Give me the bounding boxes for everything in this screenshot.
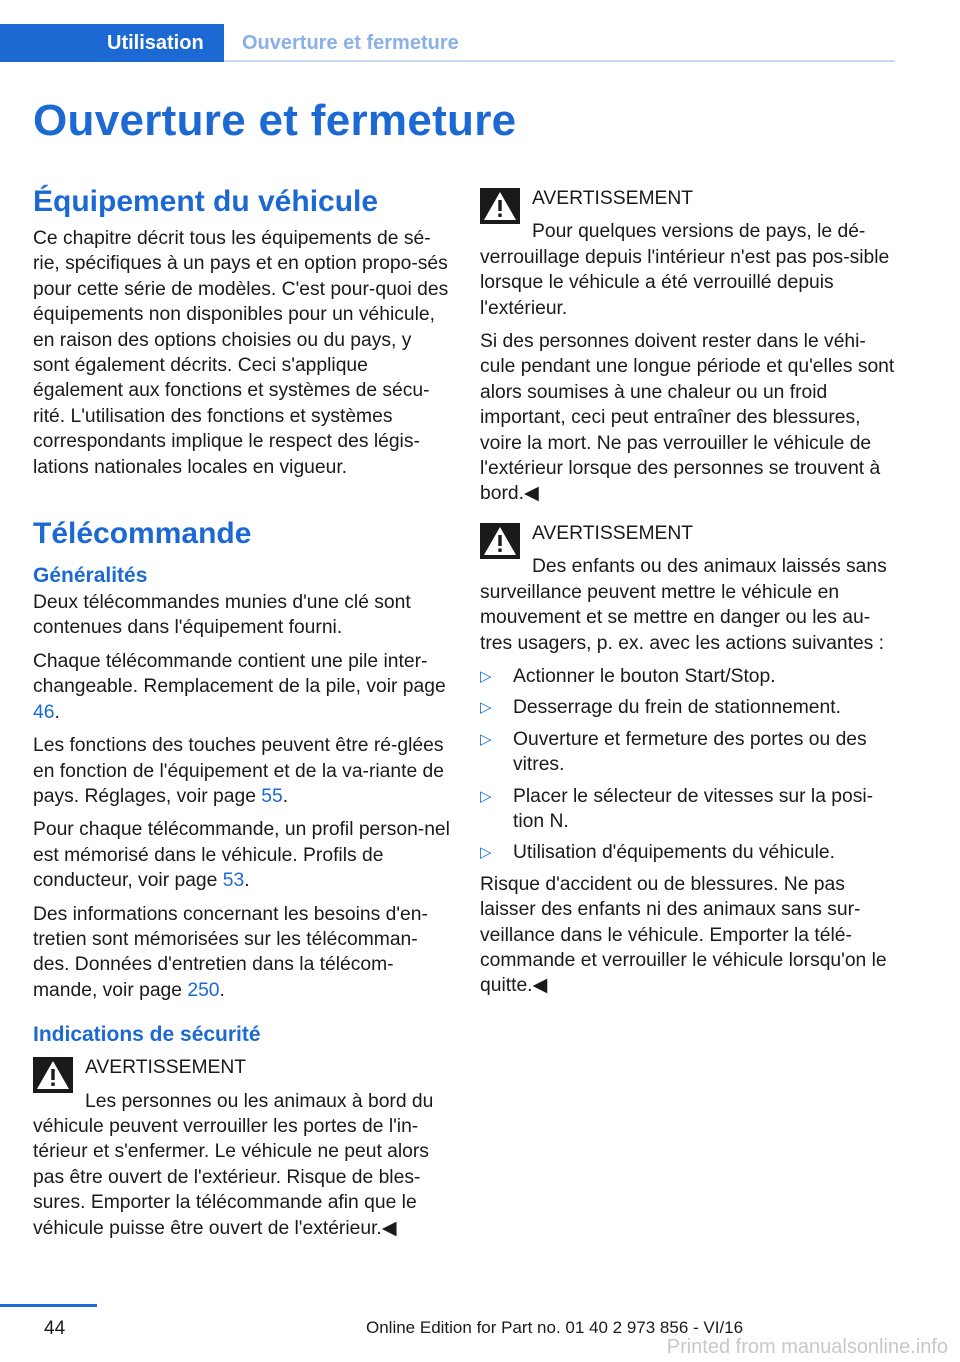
remote-heading: Télécommande xyxy=(33,517,252,551)
battery-text: Chaque télécommande contient une pile inter-changeable. Remplacement de la pile, voir page xyxy=(33,650,446,698)
edition-text: Online Edition for Part no. 01 40 2 973 856 - VI/16 xyxy=(366,1318,744,1337)
page-title: Ouverture et fermeture xyxy=(33,96,517,145)
list-item xyxy=(480,664,898,689)
equipment-heading: Équipement du véhicule xyxy=(33,185,379,218)
general-heading: Généralités xyxy=(33,564,148,588)
right-column xyxy=(480,184,898,1007)
warning-block-3 xyxy=(480,521,898,656)
service-page-link[interactable]: 250 xyxy=(187,979,220,1001)
list-item xyxy=(480,695,898,720)
service-text: Des informations concernant les besoins d'en-tretien sont mémorisées sur les télécomman-des. Données d'entretien dans la télécom-mande, voir page xyxy=(33,903,428,1001)
battery-page-link[interactable]: 46 xyxy=(33,701,55,723)
chapter-tab[interactable]: Ouverture et fermeture xyxy=(242,32,459,54)
profile-text: Pour chaque télécommande, un profil person-nel est mémorisé dans le véhicule. Profils de conducteur, voir page xyxy=(33,819,450,892)
equipment-text: Ce chapitre décrit tous les équipements de sé-rie, spécifiques à un pays et en option propo-sés pour cette série de modèles. C'est pour-quoi des équipements non disponibles pour un véhicule, en raison des options choisies ou du pays, y sont également décrits. Ceci s'applique également aux fonctions et systèmes de sécu-rité. L'utilisation des fonctions et systèmes correspondants implique le respect des légis-lations nationales locales en vigueur. xyxy=(33,228,449,478)
left-column xyxy=(33,184,451,1249)
watermark: Printed from manualsonline.info xyxy=(666,1336,948,1358)
page-number: 44 xyxy=(44,1318,66,1339)
warning-lead: Les personnes ou les animaux à bord du xyxy=(85,1090,434,1112)
list-item xyxy=(480,784,898,835)
general-text: Deux télécommandes munies d'une clé sont contenues dans l'équipement fourni. xyxy=(33,592,411,639)
list-item-text: Actionner le bouton Start/Stop. xyxy=(513,665,776,687)
profile-page-link[interactable]: 53 xyxy=(222,870,245,892)
warning-block-2 xyxy=(480,186,898,507)
list-item-text: Ouverture et fermeture des portes ou des vitres. xyxy=(513,728,867,776)
risk-text: Risque d'accident ou de blessures. Ne pas laisser des enfants ni des animaux sans sur-veillance dans le véhicule. Emporter la télé-commande et verrouiller le véhicule lorsqu'on le quitte.◀ xyxy=(480,873,887,997)
warning-lead: Des enfants ou des animaux laissés sans xyxy=(532,556,887,578)
service-paragraph: Des informations concernant les besoins d'en-tretien sont mémorisées sur les télécomman-des. Données d'entretien dans la télécom-mande, voir page 250. xyxy=(33,903,428,1001)
header-rule xyxy=(224,60,895,62)
warning-lead: Pour quelques versions de pays, le dé- xyxy=(532,221,866,243)
list-item-text: Placer le sélecteur de vitesses sur la posi-tion N. xyxy=(513,785,874,832)
warning-label: AVERTISSEMENT xyxy=(532,522,694,544)
section-tab[interactable]: Utilisation xyxy=(0,24,224,62)
battery-paragraph: Chaque télécommande contient une pile inter-changeable. Remplacement de la pile, voir page 46. xyxy=(33,650,446,723)
warning-label: AVERTISSEMENT xyxy=(85,1057,247,1079)
profile-paragraph: Pour chaque télécommande, un profil person-nel est mémorisé dans le véhicule. Profils de conducteur, voir page 53. xyxy=(33,819,450,892)
triangle-bullet-icon: ▷ xyxy=(480,699,492,717)
triangle-bullet-icon: ▷ xyxy=(480,787,492,805)
keys-page-link[interactable]: 55 xyxy=(261,785,283,807)
warning-icon xyxy=(480,188,520,224)
warning-icon xyxy=(480,523,520,559)
warning-icon xyxy=(33,1057,73,1093)
warning-text: surveillance peuvent mettre le véhicule en mouvement et se mettre en danger ou les au-tres usagers, p. ex. avec les actions suivantes : xyxy=(480,581,885,654)
warning-label: AVERTISSEMENT xyxy=(532,188,694,209)
safety-heading: Indications de sécurité xyxy=(33,1023,261,1047)
header-tabs xyxy=(0,24,459,62)
warning-text: verrouillage depuis l'intérieur n'est pas pos-sible lorsque le véhicule a été verrouillé depuis l'extérieur. xyxy=(480,246,890,319)
keys-text: Les fonctions des touches peuvent être ré-glées en fonction de l'équipement et de la va-riante de pays. Réglages, voir page xyxy=(33,735,445,807)
warning-text: véhicule peuvent verrouiller les portes de l'in-térieur et s'enfermer. Le véhicule ne peut alors pas être ouvert de l'extérieur. Risque de bles-sures. Emporter la télécommande afin que le véhicule puisse être ouvert de l'extérieur.◀ xyxy=(33,1115,429,1239)
triangle-bullet-icon: ▷ xyxy=(480,844,492,862)
triangle-bullet-icon: ▷ xyxy=(480,667,492,685)
list-item xyxy=(480,727,898,778)
warning-block-1 xyxy=(33,1055,451,1241)
list-item xyxy=(480,840,898,865)
list-item-text: Utilisation d'équipements du véhicule. xyxy=(513,842,836,864)
footer-rule xyxy=(0,1304,97,1307)
triangle-bullet-icon: ▷ xyxy=(480,730,492,748)
warning-text-2: Si des personnes doivent rester dans le véhi-cule pendant une longue période et qu'elles sont alors soumises à une chaleur ou un froid important, ceci peut entraîner des blessures, voire la mort. Ne pas verrouiller le véhicule de l'extérieur lorsque des personnes se trouvent à bord.◀ xyxy=(480,331,895,505)
list-item-text: Desserrage du frein de stationnement. xyxy=(513,697,841,719)
actions-list xyxy=(480,664,898,866)
keys-paragraph: Les fonctions des touches peuvent être ré-glées en fonction de l'équipement et de la va-riante de pays. Réglages, voir page 55. xyxy=(33,735,445,807)
